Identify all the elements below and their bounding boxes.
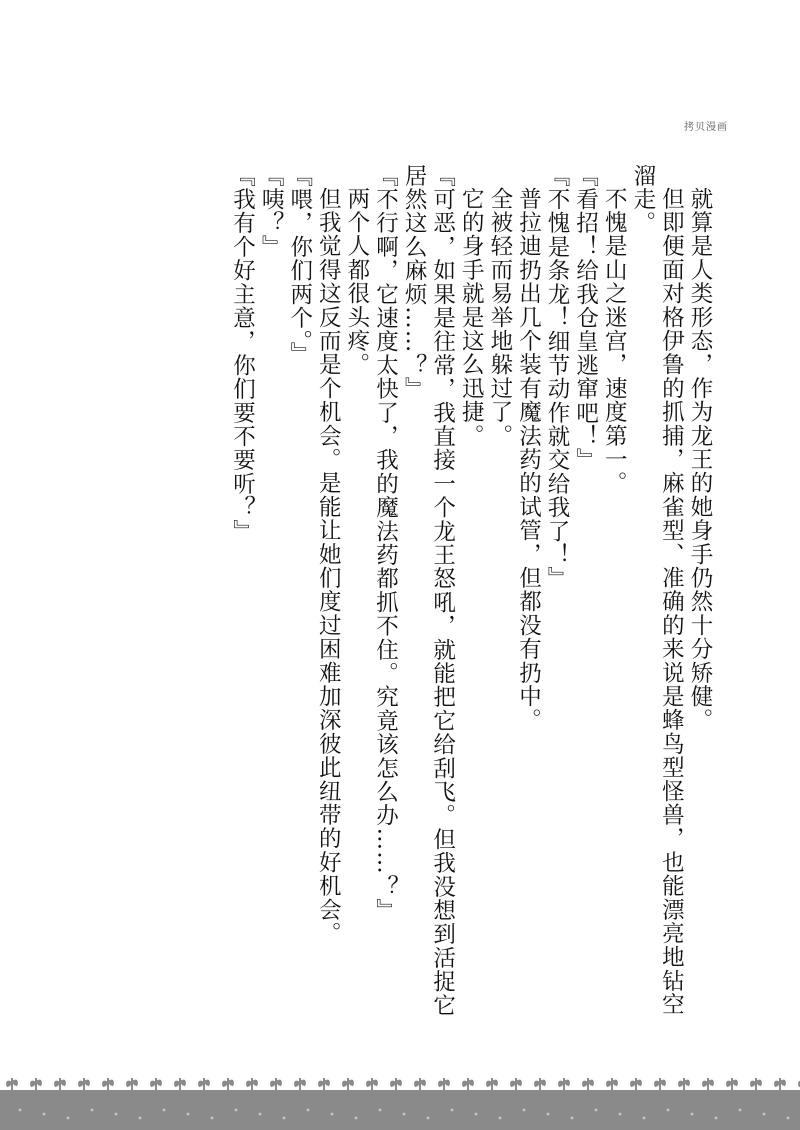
dialogue-line: 『可恶，如果是往常，我直接一个龙王怒吼，就能把它给刮飞。但我没想到活捉它居然这么麻烦……？』 — [401, 164, 456, 1018]
paragraph: 但我觉得这反而是个机会。是能让她们度过困难加深彼此纽带的好机会。 — [315, 186, 342, 945]
dialogue-line: 『我有个好主意，你们要不要听？』 — [229, 164, 256, 544]
paragraph: 全被轻而易举地躲过了。 — [486, 186, 513, 448]
dialogue-line: 『不行啊，它速度太快了，我的魔法药都抓不住。究竟该怎么办……？』 — [372, 164, 399, 923]
paragraph: 普拉迪扔出几个装有魔法药的试管，但都没有扔中。 — [515, 186, 542, 732]
dialogue-line: 『看招！给我仓皇逃窜吧！』 — [572, 164, 599, 473]
dialogue-line: 『喂，你们两个。』 — [286, 164, 313, 367]
paragraph: 就算是人类形态，作为龙王的她身手仍然十分矫健。 — [687, 186, 713, 732]
paragraph: 两个人都很头疼。 — [343, 186, 370, 377]
vertical-text-body — [228, 164, 714, 1024]
dialogue-line: 『不愧是条龙！细节动作就交给我了！』 — [544, 164, 571, 591]
watermark: 拷贝漫画 — [684, 122, 728, 133]
sprout-border-icon — [0, 1072, 800, 1130]
decorative-footer-border — [0, 1072, 800, 1130]
paragraph: 它的身手就是这么迅捷。 — [458, 186, 485, 448]
paragraph: 但即便面对格伊鲁的抓捕，麻雀型、准确的来说是蜂鸟型怪兽，也能漂亮地钻空溜走。 — [629, 164, 685, 1016]
paragraph: 不愧是山之迷宫，速度第一。 — [601, 186, 628, 495]
dialogue-line: 『咦？』 — [258, 164, 285, 259]
